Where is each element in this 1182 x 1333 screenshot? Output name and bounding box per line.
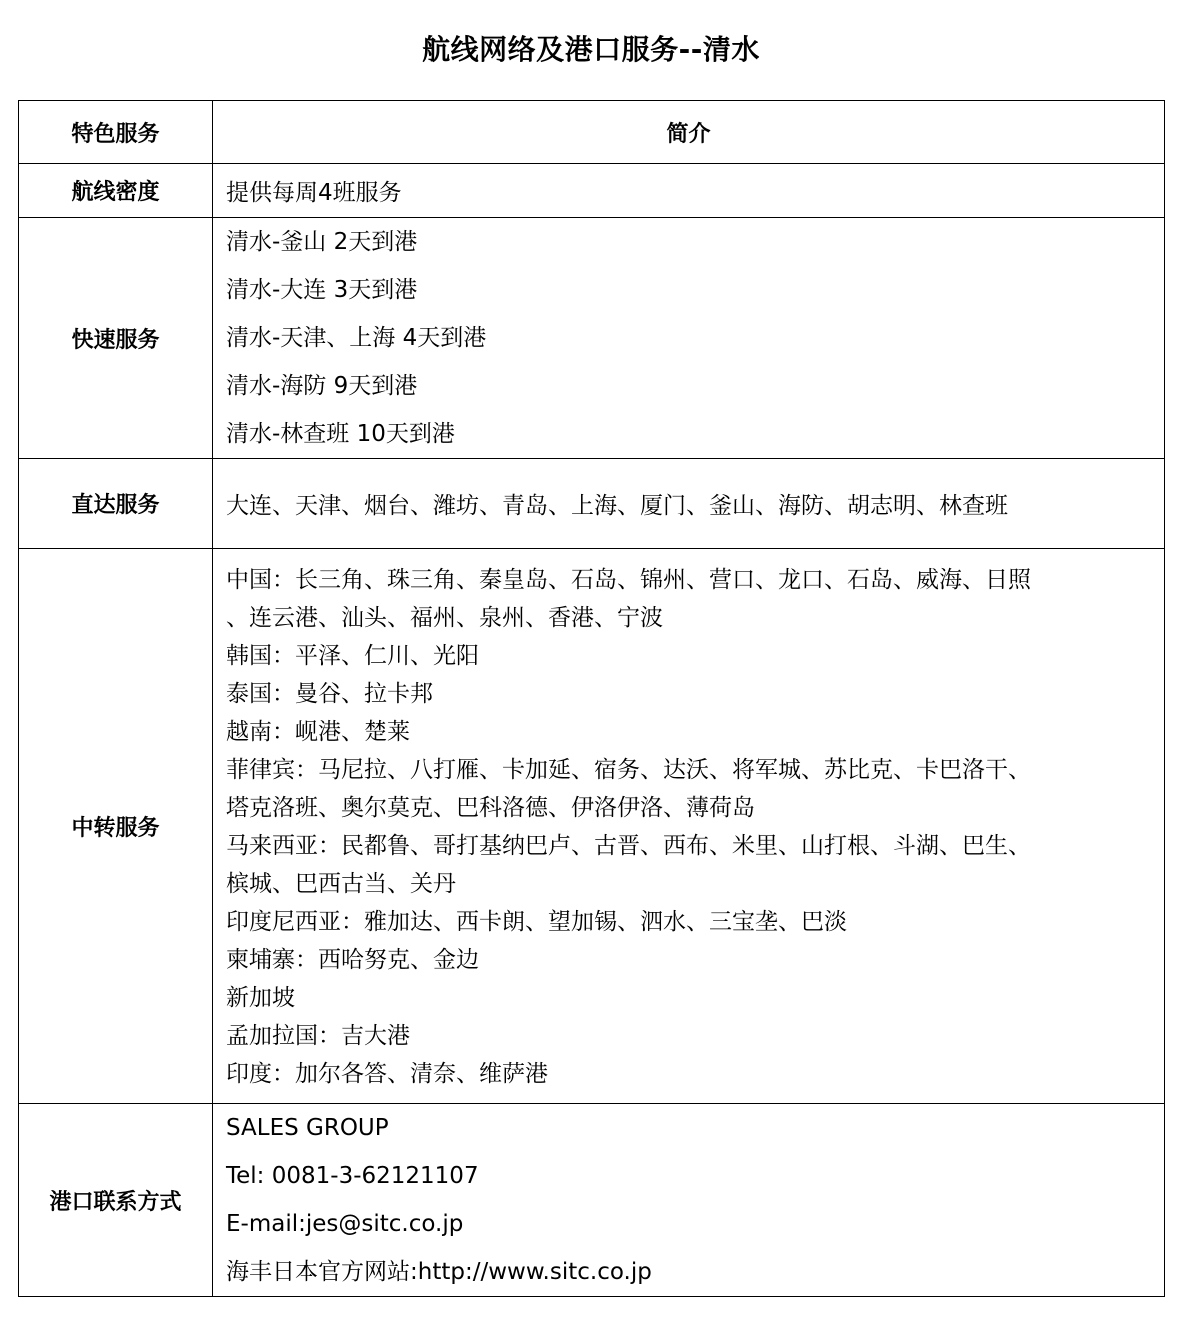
tel: Tel: 0081-3-62121107 xyxy=(226,1163,479,1189)
row-direct xyxy=(19,459,1165,549)
row-density xyxy=(19,164,1165,218)
line: 柬埔寨：西哈努克、金边 xyxy=(226,947,479,973)
row-lines xyxy=(213,549,1165,1104)
line: 、连云港、汕头、福州、泉州、香港、宁波 xyxy=(226,605,663,631)
row-transfer xyxy=(19,549,1165,1104)
row-express xyxy=(19,218,1165,459)
row-label: 快速服务 xyxy=(19,218,213,459)
line: 清水-海防 9天到港 xyxy=(226,373,418,399)
line: 中国：长三角、珠三角、秦皇岛、石岛、锦州、营口、龙口、石岛、威海、日照 xyxy=(226,567,1031,593)
row-label: 港口联系方式 xyxy=(19,1104,213,1297)
line: 槟城、巴西古当、关丹 xyxy=(226,871,456,897)
page-title: 航线网络及港口服务--清水 xyxy=(422,33,760,66)
email-link[interactable]: E-mail:jes@sitc.co.jp xyxy=(226,1211,464,1237)
row-contact xyxy=(19,1104,1165,1297)
line: 孟加拉国：吉大港 xyxy=(226,1023,410,1049)
row-label: 中转服务 xyxy=(19,549,213,1104)
header-intro: 简介 xyxy=(213,101,1165,164)
line: 韩国：平泽、仁川、光阳 xyxy=(226,643,479,669)
row-lines xyxy=(213,1104,1165,1297)
line: 清水-天津、上海 4天到港 xyxy=(226,325,487,351)
line: 清水-釜山 2天到港 xyxy=(226,229,418,255)
line: 清水-林查班 10天到港 xyxy=(226,421,455,447)
line: 清水-大连 3天到港 xyxy=(226,277,418,303)
website-link[interactable]: 海丰日本官方网站:http://www.sitc.co.jp xyxy=(226,1259,652,1285)
line: 泰国：曼谷、拉卡邦 xyxy=(226,681,433,707)
row-text: 提供每周4班服务 xyxy=(213,164,1165,218)
row-lines xyxy=(213,218,1165,459)
row-label: 航线密度 xyxy=(19,164,213,218)
line: 菲律宾：马尼拉、八打雁、卡加延、宿务、达沃、将军城、苏比克、卡巴洛干、 xyxy=(226,757,1031,783)
line: 印度：加尔各答、清奈、维萨港 xyxy=(226,1061,548,1087)
sales-group: SALES GROUP xyxy=(226,1115,389,1141)
line: 塔克洛班、奥尔莫克、巴科洛德、伊洛伊洛、薄荷岛 xyxy=(226,795,755,821)
header-feature: 特色服务 xyxy=(19,101,213,164)
line: 越南：岘港、楚莱 xyxy=(226,719,410,745)
line: 新加坡 xyxy=(226,985,295,1011)
header-row xyxy=(19,101,1165,164)
row-text: 大连、天津、烟台、潍坊、青岛、上海、厦门、釜山、海防、胡志明、林查班 xyxy=(213,459,1165,549)
line: 印度尼西亚：雅加达、西卡朗、望加锡、泗水、三宝垄、巴淡 xyxy=(226,909,847,935)
line: 马来西亚：民都鲁、哥打基纳巴卢、古晋、西布、米里、山打根、斗湖、巴生、 xyxy=(226,833,1031,859)
row-label: 直达服务 xyxy=(19,459,213,549)
service-table xyxy=(18,100,1165,1297)
